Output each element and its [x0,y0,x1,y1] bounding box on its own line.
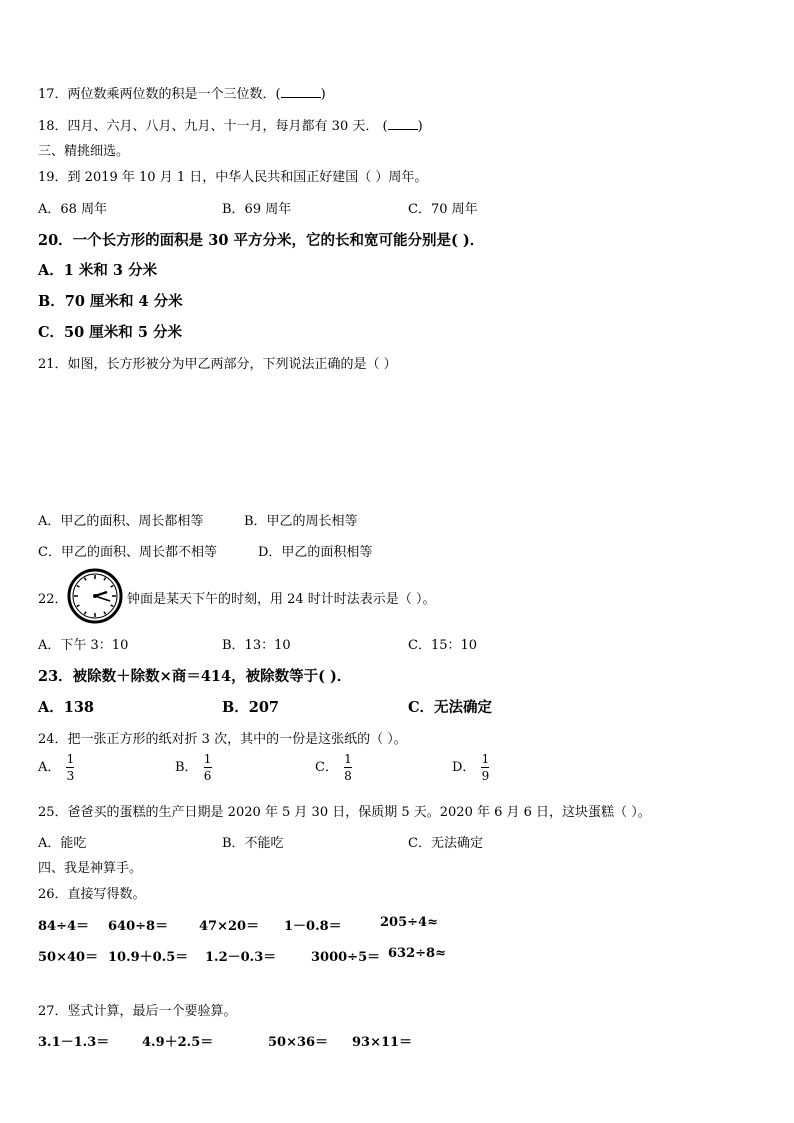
option-a[interactable]: A． $\frac{1}{3}$ [38,752,75,783]
option-c[interactable]: C．无法确定 [408,836,483,851]
option-b[interactable]: B．不能吃 [222,836,284,851]
answer-blank[interactable] [281,85,321,98]
calc-item: 10.9＋0.5＝ [108,950,189,965]
option-a[interactable]: A．甲乙的面积、周长都相等 [38,514,204,529]
calc-item: 50×40＝ [38,950,99,965]
question-18: 18．四月、六月、八月、九月、十一月，每月都有 30 天． ( ) [38,119,423,134]
option-a[interactable]: A．138 [38,699,95,716]
calc-item: 640÷8＝ [108,919,169,934]
question-25: 25．爸爸买的蛋糕的生产日期是 2020 年 5 月 30 日，保质期 5 天。2020 年 6 月 6 日，这块蛋糕（ ）。 [38,805,651,820]
fraction: $\frac{1}{6}$ [203,752,212,783]
calc-item: 50×36＝ [268,1035,329,1050]
question-23: 23．被除数＋除数×商＝414，被除数等于( )． [38,668,352,685]
calc-item: 93×11＝ [352,1035,413,1050]
question-22: 钟面是某天下午的时刻，用 24 时计时法表示是（ ）。 [127,592,436,607]
fraction: $\frac{1}{9}$ [481,752,490,783]
option-c[interactable]: C． $\frac{1}{8}$ [315,752,352,783]
option-d[interactable]: D．甲乙的面积相等 [258,545,373,560]
option-a[interactable]: A．能吃 [38,836,87,851]
calc-item: 47×20＝ [199,919,260,934]
fraction: $\frac{1}{8}$ [344,752,352,783]
question-21: 21．如图，长方形被分为甲乙两部分，下列说法正确的是（ ） [38,357,397,372]
answer-blank[interactable] [388,117,418,130]
option-b[interactable]: B．13：10 [222,638,291,653]
question-22-number: 22． [38,592,68,607]
option-c[interactable]: C．70 周年 [408,202,478,217]
calc-item: 3000÷5＝ [311,950,381,965]
calc-item: 205÷4≈ [380,915,438,930]
option-c[interactable]: C．50 厘米和 5 分米 [38,324,182,341]
calc-item: 1.2－0.3＝ [205,950,277,965]
calc-item: 1－0.8＝ [284,919,342,934]
section-heading: 三、精挑细选。 [38,144,130,159]
calc-item: 3.1－1.3＝ [38,1035,110,1050]
option-d[interactable]: D． $\frac{1}{9}$ [452,752,490,783]
option-b[interactable]: B．甲乙的周长相等 [244,514,358,529]
option-c[interactable]: C．15：10 [408,638,478,653]
calc-item: 4.9＋2.5＝ [142,1035,214,1050]
option-a[interactable]: A．1 米和 3 分米 [38,262,158,279]
calc-item: 632÷8≈ [388,946,446,961]
option-c[interactable]: C．甲乙的面积、周长都不相等 [38,545,217,560]
clock-icon [66,568,124,624]
question-26: 26．直接写得数。 [38,887,146,902]
question-24: 24．把一张正方形的纸对折 3 次，其中的一份是这张纸的（ ）。 [38,732,407,747]
question-17: 17．两位数乘两位数的积是一个三位数．( ) [38,87,326,102]
question-20: 20．一个长方形的面积是 30 平方分米，它的长和宽可能分别是( )． [38,232,485,249]
option-c[interactable]: C．无法确定 [408,699,493,716]
fraction: $\frac{1}{3}$ [66,752,75,783]
question-27: 27．竖式计算，最后一个要验算。 [38,1004,237,1019]
option-a[interactable]: A．68 周年 [38,202,108,217]
option-b[interactable]: B．69 周年 [222,202,292,217]
option-b[interactable]: B．207 [222,699,280,716]
option-a[interactable]: A．下午 3：10 [38,638,129,653]
calc-item: 84÷4＝ [38,919,90,934]
option-b[interactable]: B． $\frac{1}{6}$ [175,752,212,783]
question-19: 19．到 2019 年 10 月 1 日，中华人民共和国正好建国（ ）周年。 [38,170,428,185]
option-b[interactable]: B．70 厘米和 4 分米 [38,293,183,310]
section-heading: 四、我是神算手。 [38,861,143,876]
